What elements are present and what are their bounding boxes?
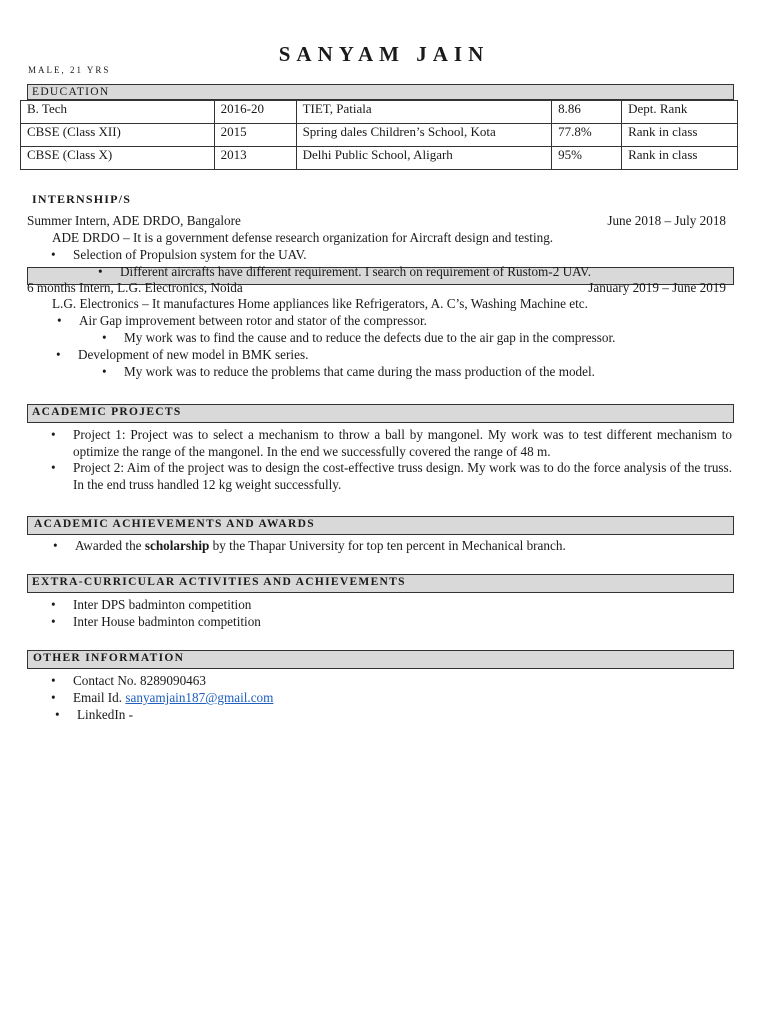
list-item: • Inter House badminton competition <box>73 613 261 630</box>
table-cell: CBSE (Class XII) <box>21 124 215 147</box>
list-item: • My work was to reduce the problems that came during the mass production of the model. <box>124 363 595 380</box>
table-cell: Delhi Public School, Aligarh <box>296 147 552 170</box>
table-cell: Dept. Rank <box>622 101 738 124</box>
table-cell: B. Tech <box>21 101 215 124</box>
list-item: • Contact No. 8289090463 <box>73 672 206 689</box>
candidate-subtitle: MALE, 21 YRS <box>28 65 111 75</box>
table-cell: 77.8% <box>552 124 622 147</box>
table-row <box>21 101 738 124</box>
list-item: • Project 1: Project was to select a mechanism to throw a ball by mangonel. My work was to test different mechanism to optimize the range of the mangonel. In the end we successfully covered the range of 48 m. <box>73 426 732 460</box>
internship-1-org: ADE DRDO – It is a government defense research organization for Aircraft design and testing. <box>52 230 554 245</box>
internship-2-dates: January 2019 – June 2019 <box>588 280 726 295</box>
table-cell: Rank in class <box>622 124 738 147</box>
award-text-bold: scholarship <box>144 538 210 553</box>
table-cell: 2013 <box>214 147 296 170</box>
list-item: • Different aircrafts have different requirement. I search on requirement of Rustom-2 UAV. <box>120 263 591 280</box>
award-text-post: by the Thapar University for top ten percent in Mechanical branch. <box>209 538 566 553</box>
list-item: • Development of new model in BMK series. <box>78 346 308 363</box>
table-cell: 8.86 <box>552 101 622 124</box>
list-item: • Selection of Propulsion system for the UAV. <box>73 246 307 263</box>
table-cell: 2015 <box>214 124 296 147</box>
table-cell: Rank in class <box>622 147 738 170</box>
table-cell: TIET, Patiala <box>296 101 552 124</box>
list-item: • Project 2: Aim of the project was to design the cost-effective truss design. My work was to do the force analysis of the truss. In the end truss handled 12 kg weight successfully. <box>73 459 732 493</box>
extra-heading: EXTRA-CURRICULAR ACTIVITIES AND ACHIEVEMENTS <box>27 574 734 593</box>
education-heading: EDUCATION <box>27 84 734 100</box>
internship-1-role: Summer Intern, ADE DRDO, Bangalore <box>27 213 241 228</box>
table-cell: 2016-20 <box>214 101 296 124</box>
internship-2-role: 6 months Intern, L.G. Electronics, Noida <box>27 280 243 295</box>
table-row <box>21 147 738 170</box>
awards-heading: ACADEMIC ACHIEVEMENTS AND AWARDS <box>27 516 734 535</box>
internship-2-org: L.G. Electronics – It manufactures Home appliances like Refrigerators, A. C’s, Washing Machine etc. <box>52 296 588 311</box>
other-heading: OTHER INFORMATION <box>27 650 734 669</box>
candidate-name: SANYAM JAIN <box>278 42 490 66</box>
table-cell: Spring dales Children’s School, Kota <box>296 124 552 147</box>
education-table <box>20 100 738 170</box>
internship-heading: INTERNSHIP/S <box>32 192 132 206</box>
list-item: • Air Gap improvement between rotor and stator of the compressor. <box>79 312 427 329</box>
projects-heading: ACADEMIC PROJECTS <box>27 404 734 423</box>
email-link[interactable]: sanyamjain187@gmail.com <box>125 690 274 705</box>
list-item <box>73 689 273 706</box>
list-item: • My work was to find the cause and to reduce the defects due to the air gap in the compressor. <box>124 329 615 346</box>
internship-1-dates: June 2018 – July 2018 <box>607 213 726 228</box>
list-item <box>75 537 566 554</box>
table-cell: 95% <box>552 147 622 170</box>
list-item: • LinkedIn - <box>77 706 133 723</box>
table-cell: CBSE (Class X) <box>21 147 215 170</box>
award-text-pre: Awarded the <box>75 538 145 553</box>
list-item: • Inter DPS badminton competition <box>73 596 251 613</box>
table-row <box>21 124 738 147</box>
email-label: Email Id. <box>73 690 126 705</box>
